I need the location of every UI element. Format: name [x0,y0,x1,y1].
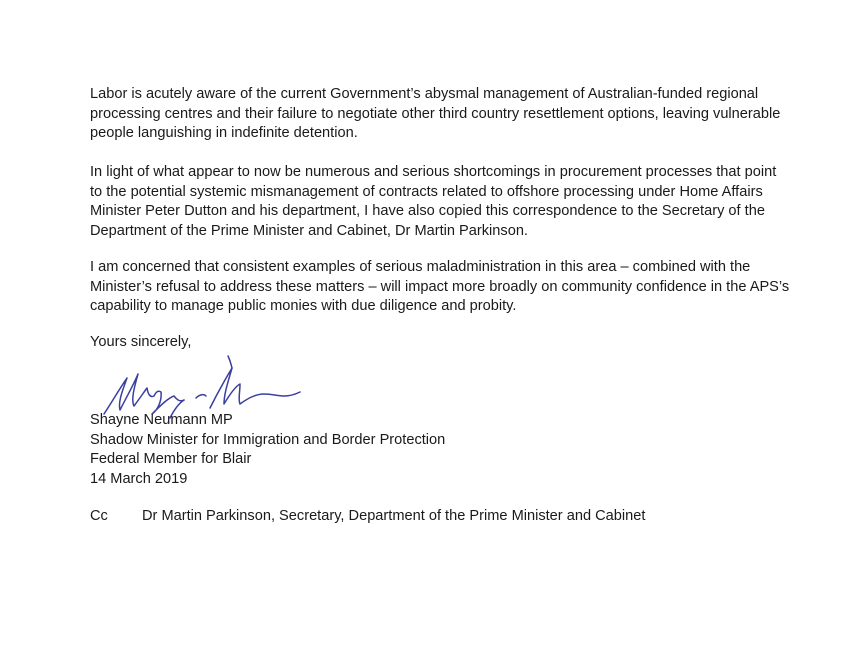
paragraph-line: Minister Peter Dutton and his department, I have also copied this correspondence to the Secretary of the [90,203,765,220]
body-paragraph-1 [90,85,790,144]
paragraph-line: Minister’s refusal to address these matters – will impact more broadly on community confidence in the APS’s [90,278,790,295]
paragraph-line: people languishing in indefinite detention. [90,125,358,142]
body-paragraph-3 [90,258,790,317]
paragraph-line: processing centres and their failure to negotiate other third country resettlement options, leaving vulnerable [90,105,781,122]
signatory-name: Shayne Neumann MP [90,412,233,428]
handwritten-signature [100,348,305,420]
paragraph-line: In light of what appear to now be numerous and serious shortcomings in procurement processes that point [90,164,777,180]
body-paragraph-2 [90,163,790,241]
signatory-electorate: Federal Member for Blair [90,451,252,468]
closing-salutation: Yours sincerely, [90,334,192,350]
cc-label: Cc [90,508,108,524]
cc-line [90,507,645,527]
paragraph-line: to the potential systemic mismanagement of contracts related to offshore processing under Home Affairs [90,183,763,200]
paragraph-line: Labor is acutely aware of the current Government’s abysmal management of Australian-funded regional [90,86,759,102]
letter-date: 14 March 2019 [90,470,188,487]
paragraph-line: Department of the Prime Minister and Cabinet, Dr Martin Parkinson. [90,222,528,239]
signatory-title: Shadow Minister for Immigration and Border Protection [90,431,446,448]
paragraph-line: capability to manage public monies with due diligence and probity. [90,298,517,315]
signature-block [90,411,445,489]
signature-strokes [104,356,300,418]
cc-recipient: Dr Martin Parkinson, Secretary, Department of the Prime Minister and Cabinet [142,508,646,524]
paragraph-line: I am concerned that consistent examples of serious maladministration in this area – combined with the [90,259,751,275]
